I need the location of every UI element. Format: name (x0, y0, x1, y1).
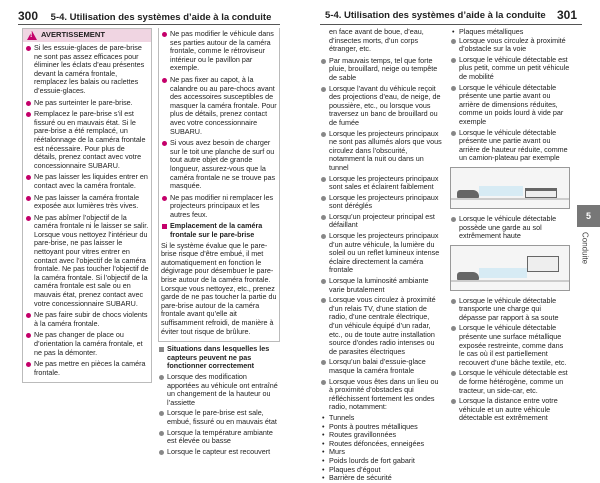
condition-item: Lorsque le véhicule détectable possède une garde au sol extrêmement haute (450, 215, 570, 241)
flatbed-truck-icon (525, 188, 557, 198)
right-page-header (325, 8, 578, 22)
condition-item: Lorsque le pare-brise est sale, embué, fissuré ou en mauvais état (158, 409, 280, 426)
condition-item: Par mauvais temps, tel que forte pluie, brouillard, neige ou tempête de sable (320, 57, 442, 83)
own-vehicle-icon (457, 272, 479, 280)
flatbed-truck-illustration (450, 167, 570, 209)
place-item: • Tunnels (320, 414, 442, 423)
right-page-number: 301 (557, 8, 578, 22)
warning-item: Ne pas abîmer l’objectif de la caméra frontale ni le laisser se salir. Lorsque vous nettoyez l’intérieur du pare-brise, ne pas laisser le nettoyant pour vitres entrer en contact avec l’objectif de la caméra frontale. Ne pas toucher l’objectif de la caméra frontale. Si l’objectif de la caméra frontale est sale ou en mauvais état, prenez contact avec votre concessionnaire SUBARU. (25, 214, 149, 309)
sensor-beam (479, 268, 527, 278)
road-line (451, 280, 569, 282)
road-line (451, 198, 569, 200)
condition-item: Lorsque vous circulez à proximité d’obstacle sur la voie (450, 37, 570, 54)
chapter-tab: 5 (577, 205, 600, 227)
condition-item: Lorsqu’un projecteur principal est défaillant (320, 213, 442, 230)
right-header-rule (320, 24, 582, 25)
condition-item: Lorsque le véhicule détectable présente une partie avant ou arrière de hauteur réduite, comme un camion-plateau par exemple (450, 129, 570, 163)
warning-title: AVERTISSEMENT (41, 30, 105, 40)
condition-item: Lorsque l’avant du véhicule reçoit des projections d’eau, de neige, de poussière, etc., ou lorsque vous traversez un banc de brouillard ou de fumée (320, 85, 442, 128)
condition-item: Lorsque le véhicule détectable est de forme hétérogène, comme un tracteur, un side-car, etc. (450, 369, 570, 395)
place-item: • Routes défoncées, enneigées (320, 440, 442, 449)
left-page-header (18, 9, 272, 23)
place-item: • Murs (320, 448, 442, 457)
place-item: • Ponts à poutres métalliques (320, 423, 442, 432)
conditions-heading: Situations dans lesquelles les capteurs peuvent ne pas fonctionner correctement (158, 345, 280, 371)
warning-item: Ne pas fixer au capot, à la calandre ou au pare-chocs avant des accessoires susceptibles de masquer la caméra frontale. Pour plus de détails, prenez contact avec votre concessionnaire SUBARU. (161, 76, 277, 136)
warning-item: Si vous avez besoin de charger sur le toit une planche de surf ou tout autre objet de grande longueur, assurez-vous que la caméra frontale ne se trouve pas masquée. (161, 139, 277, 191)
places-list (320, 414, 442, 483)
condition-item: Lorsque les projecteurs principaux sont déréglés (320, 194, 442, 211)
condition-item: Lorsque vous êtes dans un lieu ou à proximité d’obstacles qui réfléchissent fortement les ondes radio, notamment: (320, 378, 442, 412)
warning-item: Si les essuie-glaces de pare-brise ne sont pas assez efficaces pour éliminer les éclats d’eau présentes devant la caméra frontale, remplacez les balais ou raclettes d’essuie-glaces. (25, 44, 149, 96)
condition-item: Lorsque le véhicule détectable présente une surface métallique exposée restreinte, comme dans le cas où il est partiellement recouvert d’une bâche textile, etc. (450, 324, 570, 367)
place-item: • Plaques d’égout (320, 466, 442, 475)
condition-item: Lorsque le véhicule détectable transporte une charge qui dépasse par rapport à sa soute (450, 297, 570, 323)
place-item: • Barrière de sécurité (320, 474, 442, 483)
section-text: Si le système évalue que le pare-brise risque d’être embué, il met automatiquement en fonction le dégivrage pour désembuer le pare-brise autour de la caméra frontale. Lorsque vous nettoyez, etc., prenez garde de ne pas toucher la partie du pare-brise autour de la caméra frontale avant qu’elle ait suffisamment refroidi, de manière à éviter tout risque de brûlure. (161, 240, 277, 336)
condition-item: Lorsque le véhicule détectable est plus petit, comme un petit véhicule de mobilité (450, 56, 570, 82)
condition-item: Lorsque les projecteurs principaux ne sont pas allumés alors que vous circulez dans l’obscurité, notamment la nuit ou dans un tunnel (320, 130, 442, 173)
place-item: • Plaques métalliques (450, 28, 570, 37)
column-1 (22, 28, 152, 383)
condition-item: Lorsque le véhicule détectable présente une partie avant ou arrière de dimensions réduites, comme un poids lourd à vide par exemple (450, 84, 570, 127)
condition-item: Lorsque la température ambiante est élevée ou basse (158, 429, 280, 446)
warning-item: Ne pas laisser la caméra frontale exposée aux lumières très vives. (25, 194, 149, 211)
condition-item: Lorsque les projecteurs principaux d’un autre véhicule, la lumière du soleil ou un reflet lumineux intense éclaire directement la caméra frontale (320, 232, 442, 275)
warning-item: Ne pas changer de place ou d’orientation la caméra frontale, et ne pas la démonter. (25, 331, 149, 357)
condition-item: Lorsque la distance entre votre véhicule et un autre véhicule détectable est extrêmement (450, 397, 570, 423)
warning-item: Ne pas laisser les liquides entrer en contact avec la caméra frontale. (25, 173, 149, 190)
place-item: • Poids lourds de fort gabarit (320, 457, 442, 466)
own-vehicle-icon (457, 190, 479, 198)
column-3 (320, 28, 442, 483)
condition-item: Lorsque vous circulez à proximité d’un relais TV, d’une station de radio, d’une centrale électrique, d’un véhicule équipé d’un radar, etc., ou de toute autre installation source d’ondes radio intenses ou de parasites électriques (320, 296, 442, 356)
warning-item: Remplacez le pare-brise s’il est fissuré ou en mauvais état. Si le pare-brise a été remplacé, un réétalonnage de la caméra frontale est nécessaire. Pour plus de détails, prenez contact avec votre concessionnaire SUBARU. (25, 110, 149, 170)
high-clearance-vehicle-icon (527, 256, 559, 272)
right-page-title: 5-4. Utilisation des systèmes d’aide à la conduite (325, 10, 546, 21)
high-clearance-illustration (450, 245, 570, 291)
condition-item: Lorsque le capteur est recouvert (158, 448, 280, 457)
warning-item: Ne pas modifier ni remplacer les projecteurs principaux et les autres feux. (161, 194, 277, 220)
condition-item: Lorsqu’un balai d’essuie-glace masque la caméra frontale (320, 358, 442, 375)
warning-box-continued (158, 28, 280, 342)
warning-item: Ne pas modifier le véhicule dans ses parties autour de la caméra frontale, comme le rétroviseur intérieur ou le pavillon par exemple. (161, 30, 277, 73)
warning-item: Ne pas faire subir de chocs violents à la caméra frontale. (25, 311, 149, 328)
warning-triangle-icon (27, 31, 37, 40)
continued-text: en face avant de boue, d’eau, d’insectes morts, d’un corps étranger, etc. (329, 27, 424, 54)
warning-item: Ne pas mettre en pièces la caméra frontale. (25, 360, 149, 377)
left-page-title: 5-4. Utilisation des systèmes d’aide à la conduite (50, 12, 272, 23)
sensor-beam (479, 186, 523, 196)
warning-header (23, 29, 151, 42)
warning-item: Ne pas surteinter le pare-brise. (25, 99, 149, 108)
condition-item: Lorsque la luminosité ambiante varie brutalement (320, 277, 442, 294)
column-2 (158, 28, 280, 458)
left-page-number: 300 (18, 9, 39, 23)
section-heading: Emplacement de la caméra frontale sur le pare-brise (161, 222, 277, 239)
left-header-rule (18, 24, 280, 25)
column-4 (450, 28, 570, 425)
condition-item: Lorsque les projecteurs principaux sont sales et éclairent faiblement (320, 175, 442, 192)
place-item: • Routes gravillonnées (320, 431, 442, 440)
warning-box (22, 28, 152, 383)
condition-item: Lorsque des modification apportées au véhicule ont entraîné un changement de la hauteur ou l’assiette (158, 373, 280, 407)
chapter-label: Conduite (580, 232, 590, 265)
